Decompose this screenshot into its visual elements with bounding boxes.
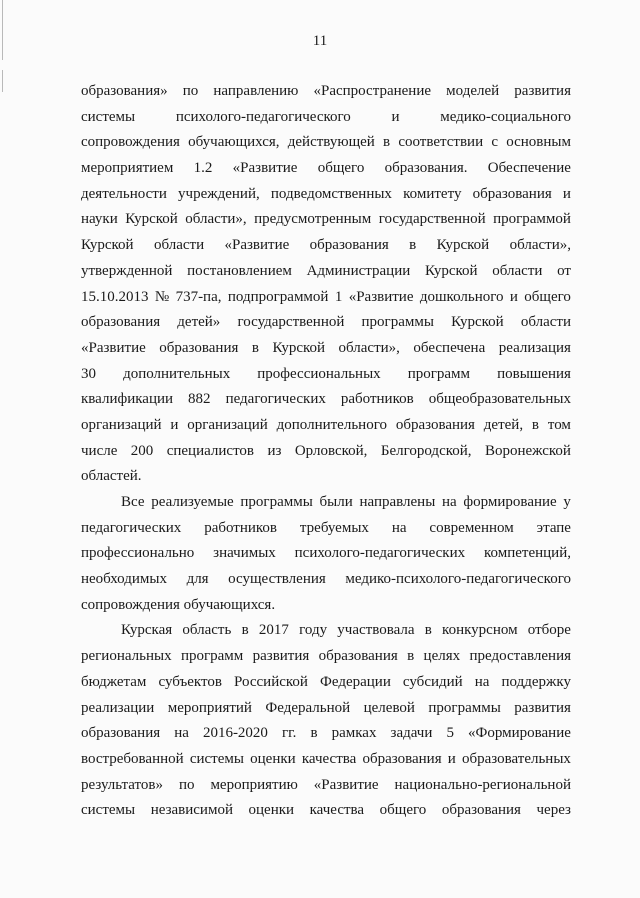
text-line: бюджетам субъектов Российской Федерации субсидий на поддержку: [81, 673, 571, 690]
text-line: необходимых для осуществления медико-психолого-педагогического: [81, 571, 571, 588]
text-line: сопровождения обучающихся.: [81, 596, 276, 613]
text-line: Курская область в 2017 году участвовала в конкурсном отборе: [121, 622, 571, 639]
text-line: профессионально значимых психолого-педагогических компетенций,: [81, 545, 571, 562]
text-line: региональных программ развития образования в целях предоставления: [81, 648, 571, 665]
scan-edge-mark: [2, 0, 3, 60]
text-line: Курской области «Развитие образования в Курской области»,: [81, 237, 571, 254]
page-number: 11: [312, 33, 328, 49]
text-line: сопровождения обучающихся, действующей в соответствии с основным: [81, 134, 571, 151]
text-line: результатов» по мероприятию «Развитие национально-региональной: [81, 776, 571, 793]
text-line: «Развитие образования в Курской области», обеспечена реализация: [81, 339, 571, 356]
text-line: реализации мероприятий Федеральной целевой программы развития: [81, 699, 571, 716]
text-line: образования детей» государственной программы Курской области: [81, 314, 571, 331]
text-line: областей.: [81, 468, 142, 485]
text-line: педагогических работников требуемых на современном этапе: [81, 519, 571, 536]
text-line: квалификации 882 педагогических работников общеобразовательных: [81, 391, 571, 408]
text-line: востребованной системы оценки качества образования и образовательных: [81, 750, 571, 767]
text-line: числе 200 специалистов из Орловской, Белгородской, Воронежской: [81, 442, 571, 459]
text-line: 15.10.2013 № 737-па, подпрограммой 1 «Развитие дошкольного и общего: [81, 288, 571, 305]
text-line: науки Курской области», предусмотренным государственной программой: [81, 211, 571, 228]
text-line: образования на 2016-2020 гг. в рамках задачи 5 «Формирование: [81, 725, 571, 742]
text-line: организаций и организаций дополнительного образования детей, в том: [81, 416, 571, 433]
text-line: утвержденной постановлением Администрации Курской области от: [81, 262, 571, 279]
text-line: 30 дополнительных профессиональных программ повышения: [81, 365, 571, 382]
text-line: образования» по направлению «Распространение моделей развития: [81, 83, 571, 99]
body-text: [81, 79, 571, 824]
text-line: Все реализуемые программы были направлены на формирование у: [121, 494, 571, 510]
text-line: системы психолого-педагогического и медико-социального: [81, 108, 571, 125]
text-line: системы независимой оценки качества общего образования через: [81, 802, 571, 819]
scan-edge-mark: [2, 70, 3, 92]
text-line: мероприятием 1.2 «Развитие общего образования. Обеспечение: [81, 160, 571, 177]
text-line: деятельности учреждений, подведомственных комитету образования и: [81, 185, 571, 202]
